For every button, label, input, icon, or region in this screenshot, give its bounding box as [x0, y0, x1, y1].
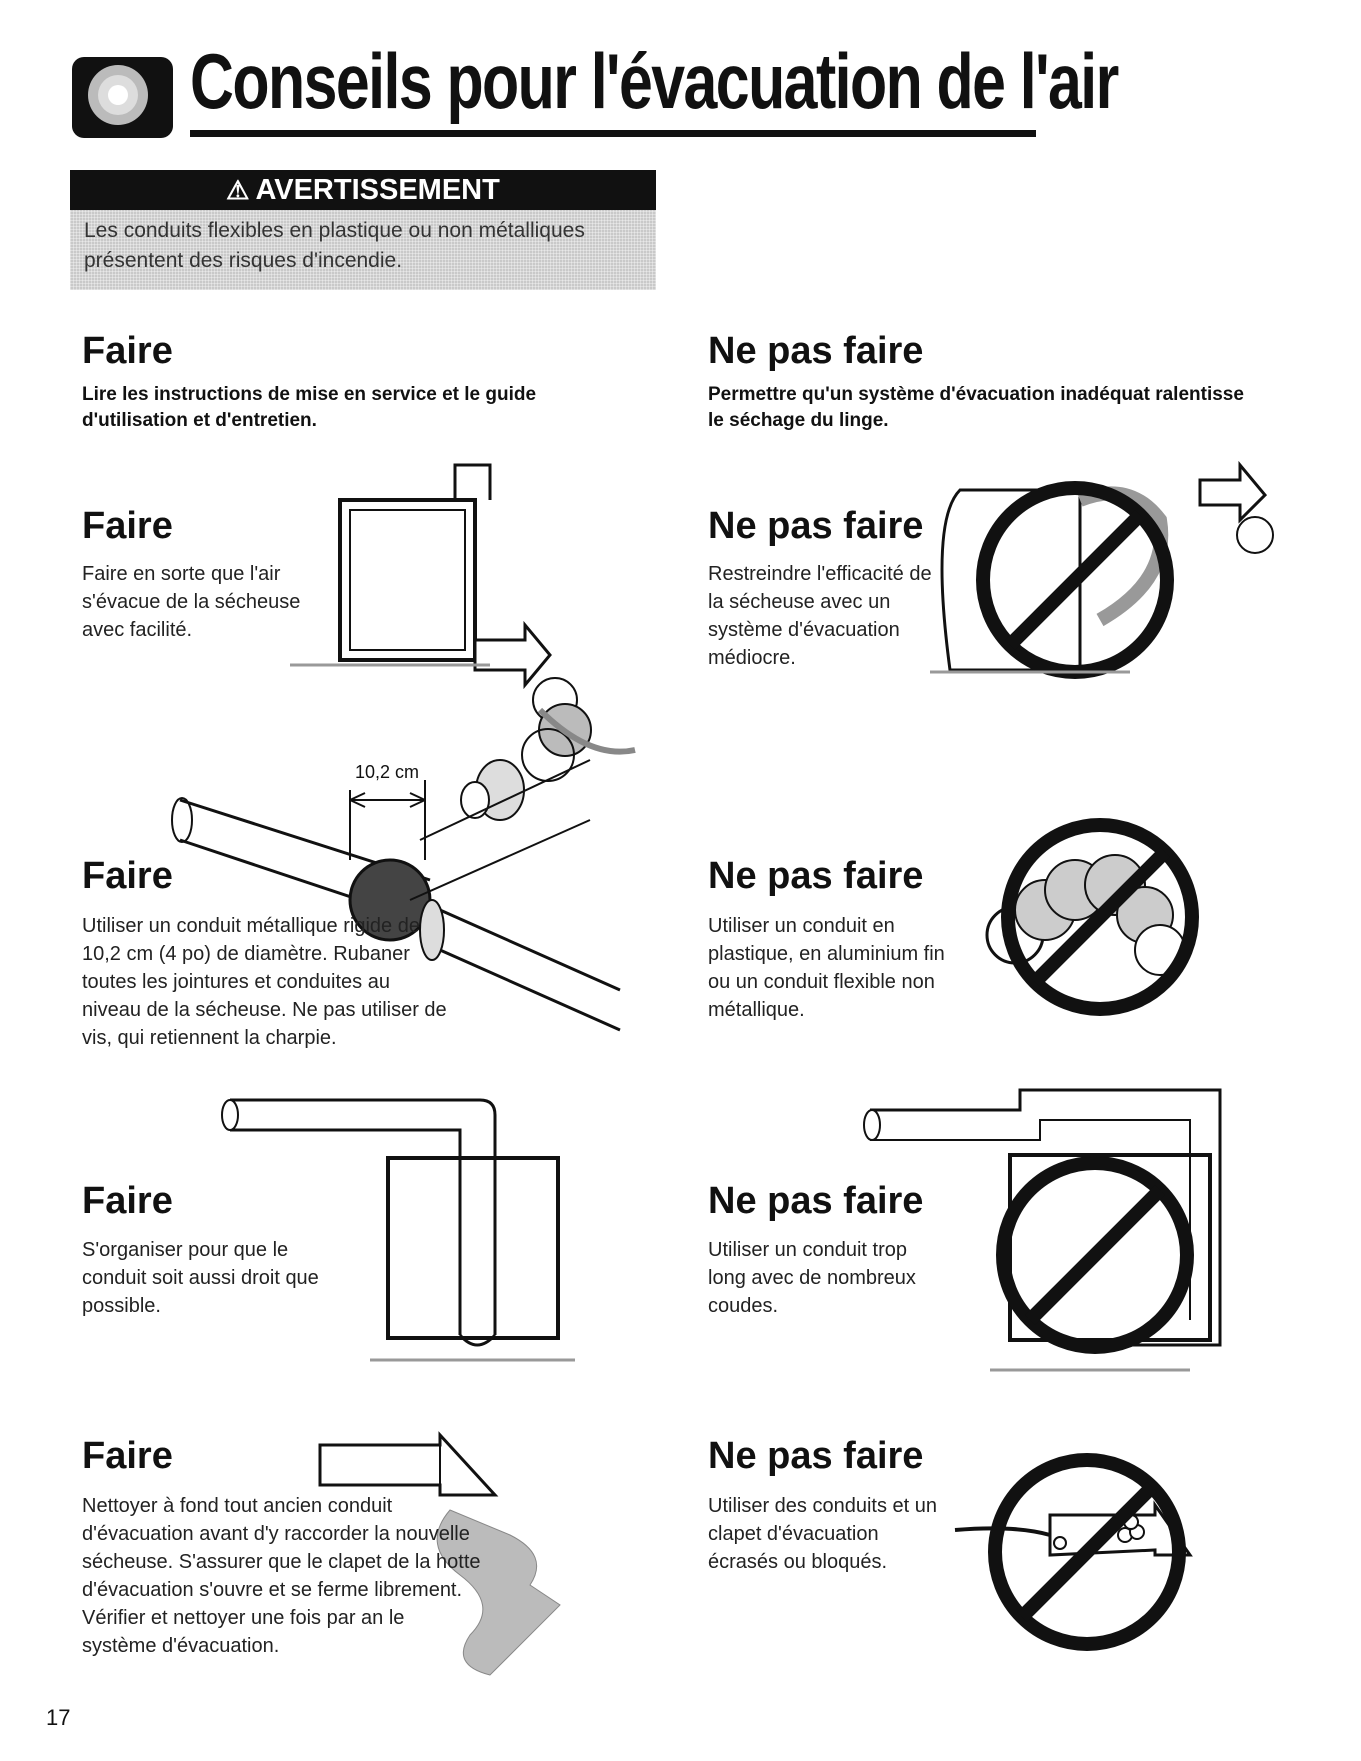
dont-1-heading: Ne pas faire	[708, 505, 924, 547]
warning-text: Les conduits flexibles en plastique ou non métalliques présentent des risques d'incendie.	[70, 210, 656, 290]
page-number: 17	[46, 1705, 71, 1730]
do-1-heading: Faire	[82, 505, 173, 547]
intro-do-text: Lire les instructions de mise en service et le guide d'utilisation et d'entretien.	[82, 384, 537, 431]
duct-diameter-label: 10,2 cm	[355, 762, 420, 782]
dont-4-text: Utiliser des conduits et un clapet d'évacuation écrasés ou bloqués.	[708, 1495, 938, 1573]
intro-dont-heading: Ne pas faire	[708, 330, 924, 372]
intro-dont-text: Permettre qu'un système d'évacuation inadéquat ralentisse le séchage du linge.	[708, 384, 1244, 431]
do-3-text: S'organiser pour que le conduit soit aussi droit que possible.	[82, 1239, 319, 1317]
page-title: Conseils pour l'évacuation de l'air	[190, 37, 1118, 125]
do-3-heading: Faire	[82, 1180, 173, 1222]
dont-2-text: Utiliser un conduit en plastique, en aluminium fin ou un conduit flexible non métallique.	[708, 915, 945, 1021]
warning-header	[70, 170, 656, 210]
long-duct-elbows-prohibited-illustration	[860, 1080, 1225, 1375]
do-2-text: Utiliser un conduit métallique rigide de 10,2 cm (4 po) de diamètre. Rubaner toutes les jointures et conduites au niveau de la sécheuse. Ne pas utiliser de vis, qui retiennent la charpie.	[82, 915, 447, 1049]
dryer-poor-exhaust-illustration	[930, 460, 1275, 700]
dont-3-heading: Ne pas faire	[708, 1180, 924, 1222]
dryer-vent-logo-icon	[70, 55, 175, 140]
dryer-good-airflow-illustration	[290, 460, 650, 780]
warning-box	[70, 170, 656, 290]
straight-duct-illustration	[220, 1090, 580, 1365]
intro-do-heading: Faire	[82, 330, 173, 372]
do-4-text: Nettoyer à fond tout ancien conduit d'évacuation avant d'y raccorder la nouvelle sécheuse. S'assurer que le clapet de la hotte d'évacuation s'ouvre et se ferme librement. Vérifier et nettoyer une fois par an le système d'évacuation.	[82, 1495, 481, 1657]
dont-3-text: Utiliser un conduit trop long avec de nombreux coudes.	[708, 1239, 916, 1317]
crushed-duct-prohibited-illustration	[955, 1440, 1210, 1665]
flexible-duct-prohibited-illustration	[975, 815, 1225, 1020]
title-underline	[190, 130, 1036, 137]
do-4-heading: Faire	[82, 1435, 173, 1477]
do-2-heading: Faire	[82, 855, 173, 897]
warning-heading: AVERTISSEMENT	[255, 174, 500, 206]
do-1-text: Faire en sorte que l'air s'évacue de la sécheuse avec facilité.	[82, 563, 301, 641]
warning-triangle-icon: ⚠	[226, 175, 250, 205]
dont-4-heading: Ne pas faire	[708, 1435, 924, 1477]
dont-1-text: Restreindre l'efficacité de la sécheuse avec un système d'évacuation médiocre.	[708, 563, 932, 669]
dont-2-heading: Ne pas faire	[708, 855, 924, 897]
